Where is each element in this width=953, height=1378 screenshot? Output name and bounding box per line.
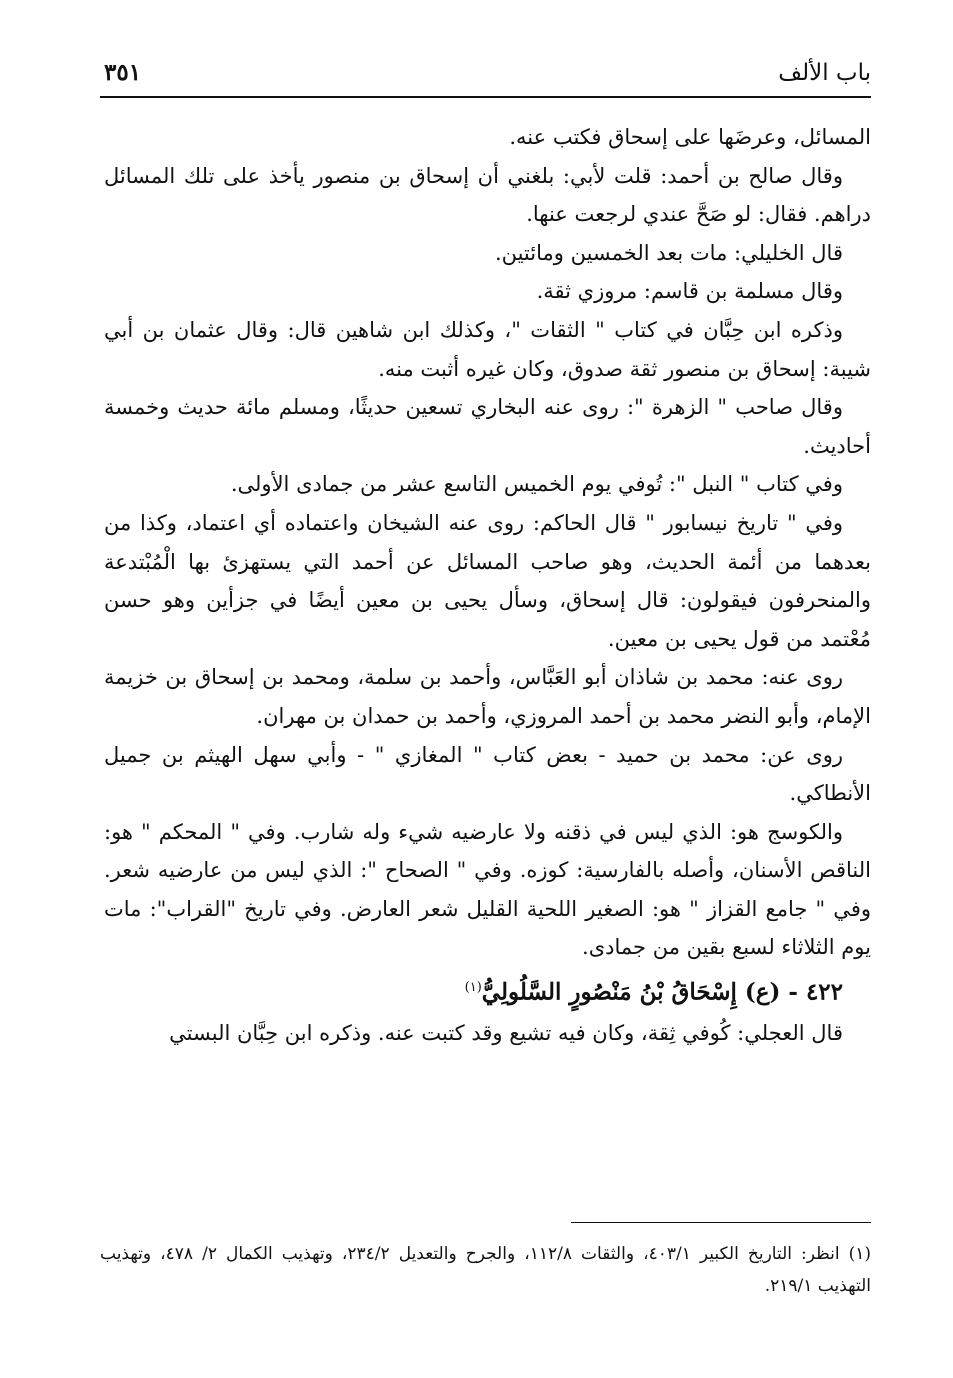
footnote: (١) انظر: التاريخ الكبير ٤٠٣/١، والثقات ١١٢/٨، والجرح والتعديل ٢٣٤/٢، وتهذيب الكمال ٢/ ٤٧٨، وتهذيب التهذيب ٢١٩/١. — [100, 1244, 871, 1296]
page-number: ٣٥١ — [104, 59, 142, 86]
footnotes — [100, 1238, 871, 1302]
entry-heading — [104, 967, 871, 1014]
running-title: باب الألف — [778, 60, 871, 86]
paragraph: قال العجلي: كُوفي ثِقة، وكان فيه تشيع وقد كتبت عنه. وذكره ابن حِبَّان البستي — [169, 1020, 843, 1045]
paragraph: روى عن: محمد بن حميد - بعض كتاب " المغازي " - وأبي سهل الهيثم بن جميل الأنطاكي. — [104, 742, 871, 806]
paragraph: وفي كتاب " النبل ": تُوفي يوم الخميس التاسع عشر من جمادى الأولى. — [230, 472, 843, 497]
entry-name: إِسْحَاقُ بْنُ مَنْصُورٍ السَّلُولِيُّ — [481, 978, 745, 1006]
footnote-reference: (١) — [464, 980, 482, 996]
footnote-divider — [571, 1222, 871, 1223]
paragraph: وقال مسلمة بن قاسم: مروزي ثقة. — [536, 279, 843, 304]
paragraph: وقال صالح بن أحمد: قلت لأبي: بلغني أن إسحاق بن منصور يأخذ على تلك المسائل دراهم. فقال: لو صَحَّ عندي لرجعت عنها. — [104, 163, 871, 227]
paragraph: وقال صاحب " الزهرة ": روى عنه البخاري تسعين حديثًا، ومسلم مائة حديث وخمسة أحاديث. — [104, 395, 871, 458]
entry-number: ٤٢٢ — [805, 978, 843, 1006]
entry-code: (ع) — [744, 978, 781, 1006]
paragraph: روى عنه: محمد بن شاذان أبو العَبَّاس، وأحمد بن سلمة، ومحمد بن إسحاق بن خزيمة الإمام، وأبو النضر محمد بن أحمد المروزي، وأحمد بن حمدان بن مهران. — [104, 665, 871, 728]
paragraph: المسائل، وعرضَها على إسحاق فكتب عنه. — [509, 125, 871, 149]
page-header — [100, 52, 871, 98]
paragraph: وفي " تاريخ نيسابور " قال الحاكم: روى عنه الشيخان واعتماده أي اعتماد، وكذا من بعدهما من أئمة الحديث، وهو صاحب المسائل عن أحمد التي يستهزئ بها الْمُبْتدعة والمنحرفون فيقولون: قال إسحاق، وسأل يحيى بن معين أيضًا في جزأين وهو حسن مُعْتمد من قول يحيى بن معين. — [104, 510, 871, 651]
main-text — [104, 118, 871, 1052]
paragraph: وذكره ابن حِبَّان في كتاب " الثقات "، وكذلك ابن شاهين قال: وقال عثمان بن أبي شيبة: إسحاق بن منصور ثقة صدوق، وكان غيره أثبت منه. — [104, 317, 871, 381]
entry-dash: - — [780, 978, 806, 1006]
paragraph: والكوسج هو: الذي ليس في ذقنه ولا عارضيه شيء وله شارب. وفي " المحكم " هو: الناقص الأسنان، وأصله بالفارسية: كوزه. وفي " الصحاح ": الذي ليس من عارضيه شعر. وفي " جامع القزاز " هو: الصغير اللحية القليل شعر العارض. وفي تاريخ "القراب": مات يوم الثلاثاء لسبع بقين من جمادى. — [104, 819, 871, 960]
paragraph: قال الخليلي: مات بعد الخمسين ومائتين. — [494, 240, 843, 265]
